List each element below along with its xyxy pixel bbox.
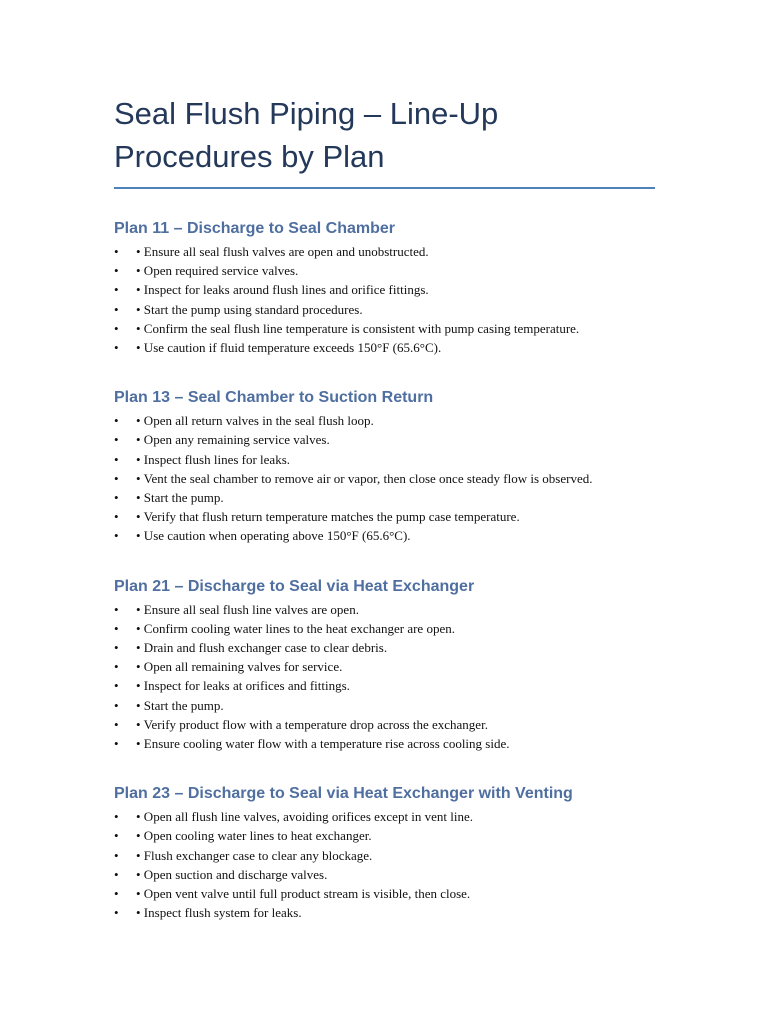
list-item-text: • Confirm cooling water lines to the heat exchanger are open. <box>136 620 455 636</box>
sections-container <box>114 218 654 922</box>
list-item-text: • Open required service valves. <box>136 263 299 279</box>
bullet-icon: • <box>114 847 119 863</box>
list-item <box>114 261 654 280</box>
list-item-text: • Verify product flow with a temperature drop across the exchanger. <box>136 716 488 732</box>
bullet-icon: • <box>114 432 119 448</box>
list-item-text: • Open all flush line valves, avoiding orifices except in vent line. <box>136 809 474 825</box>
section-plan <box>114 576 654 754</box>
list-item <box>114 715 654 734</box>
list-item <box>114 846 654 865</box>
bullet-icon: • <box>114 620 119 636</box>
list-item-text: • Use caution if fluid temperature exceeds 150°F (65.6°C). <box>136 340 442 356</box>
list-item <box>114 826 654 845</box>
list-item <box>114 734 654 753</box>
list-item-text: • Inspect for leaks around flush lines and orifice fittings. <box>136 282 429 298</box>
list-item-text: • Inspect flush lines for leaks. <box>136 451 291 467</box>
list-item-text: • Vent the seal chamber to remove air or vapor, then close once steady flow is observed. <box>136 470 593 486</box>
list-item-text: • Drain and flush exchanger case to clear debris. <box>136 640 388 656</box>
procedure-list <box>114 242 654 357</box>
list-item <box>114 807 654 826</box>
section-plan <box>114 218 654 357</box>
bullet-icon: • <box>114 716 119 732</box>
list-item-text: • Flush exchanger case to clear any blockage. <box>136 847 373 863</box>
list-item-text: • Confirm the seal flush line temperature is consistent with pump casing temperature. <box>136 320 580 336</box>
document-page <box>114 92 654 922</box>
bullet-icon: • <box>114 413 119 429</box>
list-item <box>114 319 654 338</box>
procedure-list <box>114 411 654 545</box>
list-item-text: • Start the pump. <box>136 697 224 713</box>
list-item-text: • Ensure all seal flush valves are open and unobstructed. <box>136 244 429 259</box>
bullet-icon: • <box>114 470 119 486</box>
list-item <box>114 865 654 884</box>
list-item <box>114 526 654 545</box>
list-item-text: • Start the pump. <box>136 490 224 506</box>
list-item <box>114 696 654 715</box>
list-item <box>114 884 654 903</box>
list-item <box>114 338 654 357</box>
list-item-text: • Ensure cooling water flow with a temperature rise across cooling side. <box>136 736 510 752</box>
list-item <box>114 450 654 469</box>
bullet-icon: • <box>114 320 119 336</box>
bullet-icon: • <box>114 828 119 844</box>
bullet-icon: • <box>114 886 119 902</box>
procedure-list <box>114 600 654 754</box>
list-item <box>114 469 654 488</box>
list-item-text: • Verify that flush return temperature matches the pump case temperature. <box>136 509 520 525</box>
list-item-text: • Use caution when operating above 150°F (65.6°C). <box>136 528 411 544</box>
list-item <box>114 600 654 619</box>
document-title: Seal Flush Piping – Line-Up Procedures by Plan <box>114 96 499 174</box>
list-item <box>114 488 654 507</box>
title-divider <box>114 187 655 189</box>
bullet-icon: • <box>114 244 119 259</box>
bullet-icon: • <box>114 301 119 317</box>
list-item-text: • Inspect for leaks at orifices and fittings. <box>136 678 350 694</box>
list-item-text: • Open cooling water lines to heat exchanger. <box>136 828 372 844</box>
section-heading: Plan 11 – Discharge to Seal Chamber <box>114 220 396 237</box>
bullet-icon: • <box>114 451 119 467</box>
list-item-text: • Open all return valves in the seal flush loop. <box>136 413 374 429</box>
list-item <box>114 507 654 526</box>
bullet-icon: • <box>114 340 119 356</box>
list-item <box>114 676 654 695</box>
section-heading: Plan 23 – Discharge to Seal via Heat Exchanger with Venting <box>114 785 573 803</box>
bullet-icon: • <box>114 528 119 544</box>
bullet-icon: • <box>114 509 119 525</box>
bullet-icon: • <box>114 490 119 506</box>
bullet-icon: • <box>114 736 119 752</box>
procedure-list <box>114 807 654 922</box>
list-item <box>114 242 654 261</box>
list-item-text: • Ensure all seal flush line valves are open. <box>136 601 359 617</box>
list-item <box>114 411 654 430</box>
list-item <box>114 619 654 638</box>
section-heading: Plan 21 – Discharge to Seal via Heat Exchanger <box>114 577 475 595</box>
bullet-icon: • <box>114 905 119 921</box>
section-plan <box>114 783 654 922</box>
bullet-icon: • <box>114 601 119 617</box>
list-item-text: • Open suction and discharge valves. <box>136 866 328 882</box>
list-item <box>114 657 654 676</box>
list-item <box>114 638 654 657</box>
bullet-icon: • <box>114 263 119 279</box>
list-item-text: • Start the pump using standard procedures. <box>136 301 363 317</box>
bullet-icon: • <box>114 282 119 298</box>
bullet-icon: • <box>114 697 119 713</box>
list-item-text: • Open all remaining valves for service. <box>136 659 343 675</box>
list-item <box>114 280 654 299</box>
list-item-text: • Open vent valve until full product stream is visible, then close. <box>136 886 471 902</box>
bullet-icon: • <box>114 809 119 825</box>
bullet-icon: • <box>114 659 119 675</box>
list-item <box>114 903 654 922</box>
list-item <box>114 300 654 319</box>
list-item-text: • Inspect flush system for leaks. <box>136 905 302 921</box>
section-heading: Plan 13 – Seal Chamber to Suction Return <box>114 389 434 407</box>
list-item <box>114 430 654 449</box>
bullet-icon: • <box>114 640 119 656</box>
bullet-icon: • <box>114 866 119 882</box>
bullet-icon: • <box>114 678 119 694</box>
list-item-text: • Open any remaining service valves. <box>136 432 330 448</box>
section-plan <box>114 387 654 545</box>
